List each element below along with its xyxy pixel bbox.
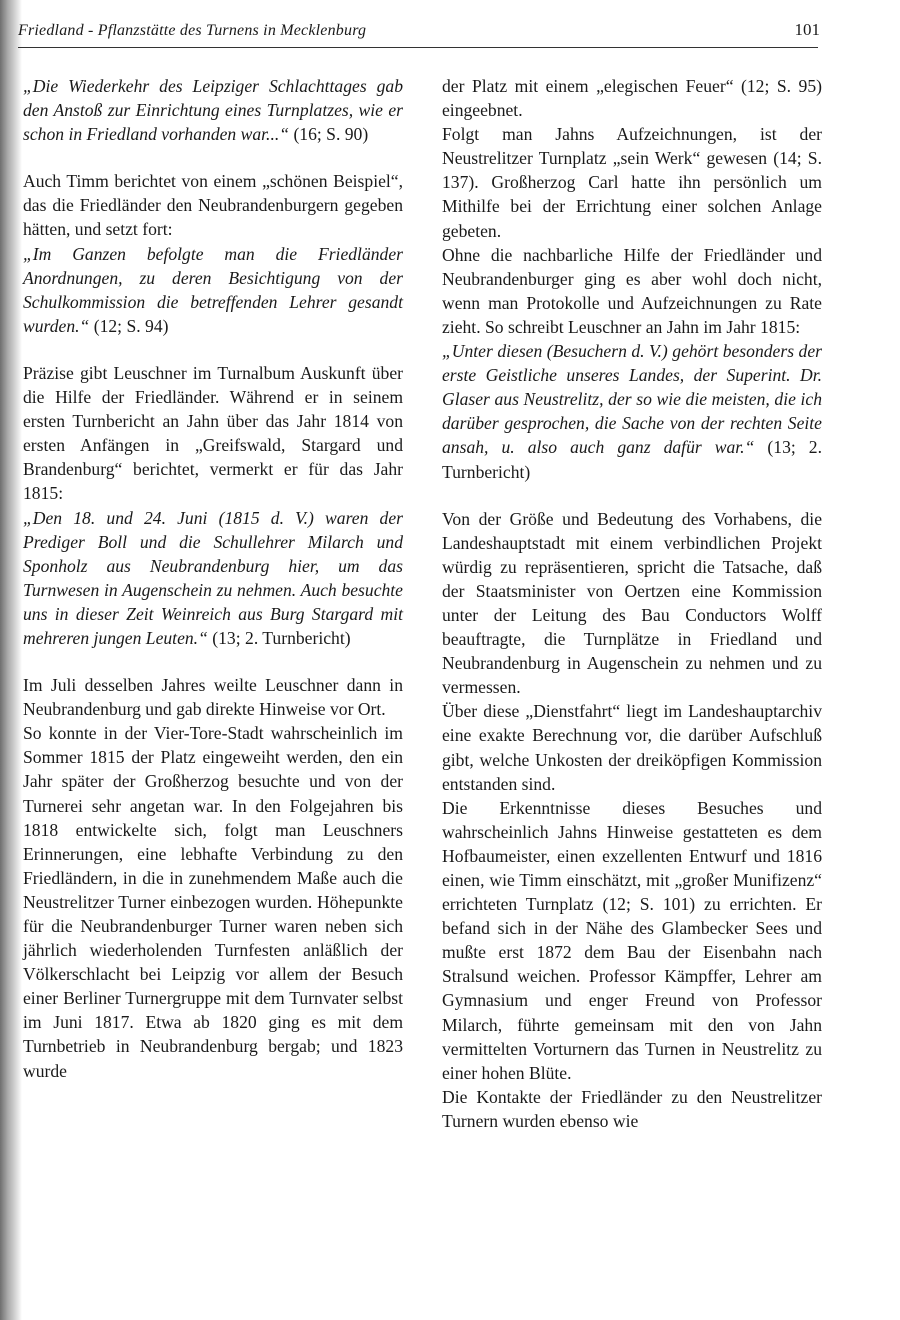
quote: „Im Ganzen befolgte man die Friedländer Anordnungen, zu deren Besichtigung von der Schulkommission die betreffenden Lehrer gesandt wurden.“	[23, 243, 403, 336]
quote: „Unter diesen (Besuchern d. V.) gehört besonders der erste Geistliche unseres Landes, der Superint. Dr. Glaser aus Neustrelitz, der so wie die meisten, die ich darüber gesprochen, die Sache von der rechten Seite ansah, u. also auch ganz dafür war.“	[442, 341, 822, 458]
header-rule	[18, 47, 818, 48]
left-paragraph-1	[23, 74, 403, 146]
running-title: Friedland - Pflanzstätte des Turnens in Mecklenburg	[18, 22, 367, 39]
left-paragraph-4: Im Juli desselben Jahres weilte Leuschner dann in Neubrandenburg und gab direkte Hinweise vor Ort.	[23, 675, 403, 720]
left-column	[23, 74, 403, 1083]
right-paragraph-4: Von der Größe und Bedeutung des Vorhabens, die Landeshauptstadt mit einem verbindlichen Projekt würdig zu repräsentieren, spricht die Tatsache, daß der Staatsminister von Oertzen eine Kommission unter der Leitung des Bau Conductors Wolff beauftragte, die Turnplätze in Friedland und Neubrandenburg in Augenschein zu nehmen und zu vermessen.	[442, 508, 822, 698]
page-number: 101	[794, 20, 820, 39]
left-paragraph-3: Präzise gibt Leuschner im Turnalbum Auskunft über die Hilfe der Friedländer. Während er in seinem ersten Turnbericht an Jahn über das Jahr 1814 von ersten Anfängen in „Greifswald, Stargard und Brandenburg“ berichtet, vermerkt er für das Jahr 1815:	[23, 362, 403, 504]
citation: (13; 2. Turnbericht)	[212, 627, 351, 648]
quote: „Die Wiederkehr des Leipziger Schlachttages gab den Anstoß zur Einrichtung eines Turnplatzes, wie er schon in Friedland vorhanden war...“	[23, 76, 403, 145]
right-paragraph-3: Ohne die nachbarliche Hilfe der Friedländer und Neubrandenburger ging es aber wohl doch nicht, wenn man Protokolle und Aufzeichnungen zu Rate zieht. So schreibt Leuschner an Jahn im Jahr 1815:	[442, 244, 822, 337]
citation: (12; S. 94)	[93, 315, 169, 336]
right-paragraph-5: Über diese „Dienstfahrt“ liegt im Landeshauptarchiv eine exakte Berechnung vor, die darüber Aufschluß gibt, welche Unkosten der dreiköpfigen Kommission entstanden sind.	[442, 701, 822, 794]
right-paragraph-7: Die Kontakte der Friedländer zu den Neustrelitzer Turnern wurden ebenso wie	[442, 1086, 822, 1131]
left-quote-3	[23, 506, 403, 651]
right-paragraph-6: Die Erkenntnisse dieses Besuches und wahrscheinlich Jahns Hinweise gestatteten es dem Hofbaumeister, einen exzellenten Entwurf und 1816 einen, wie Timm einschätzt, mit „großer Munifizenz“ errichteten Turnplatz (12; S. 101) zu errichten. Er befand sich in der Nähe des Glambecker Sees und mußte erst 1872 dem Bau der Eisenbahn nach Stralsund weichen. Professor Kämpffer, Lehrer am Gymnasium und enger Freund von Professor Milarch, führte gemeinsam mit den von Jahn vermittelten Vorturnern das Turnen in Neustrelitz zu einer hohen Blüte.	[442, 797, 822, 1083]
book-spine-shadow	[0, 0, 22, 1320]
left-quote-2	[23, 242, 403, 338]
citation: (16; S. 90)	[293, 124, 369, 145]
quote: „Den 18. und 24. Juni (1815 d. V.) waren der Prediger Boll und die Schullehrer Milarch und Sponholz aus Neubrandenburg hier, um das Turnwesen in Augenschein zu nehmen. Auch besuchte uns in dieser Zeit Weinreich aus Burg Stargard mit mehreren jungen Leuten.“	[23, 507, 403, 648]
right-column	[442, 74, 822, 1133]
citation: (13; 2. Turnbericht)	[442, 437, 822, 482]
right-paragraph-1: der Platz mit einem „elegischen Feuer“ (12; S. 95) eingeebnet.	[442, 76, 822, 121]
right-paragraph-2: Folgt man Jahns Aufzeichnungen, ist der Neustrelitzer Turnplatz „sein Werk“ gewesen (14; S. 137). Großherzog Carl hatte ihn persönlich um Mithilfe bei der Errichtung einer solchen Anlage gebeten.	[442, 124, 822, 241]
right-quote-3	[442, 339, 822, 484]
left-paragraph-5: So konnte in der Vier-Tore-Stadt wahrscheinlich im Sommer 1815 der Platz eingeweiht werden, den ein Jahr später der Großherzog besuchte und von der Turnerei sehr angetan war. In den Folgejahren bis 1818 entwickelte sich, folgt man Leuschners Erinnerungen, eine lebhafte Verbindung zu den Friedländern, in die in zunehmendem Maße auch die Neustrelitzer Turner einbezogen wurden. Höhepunkte für die Neubrandenburger Turner waren neben sich jährlich wiederholenden Turnfesten anläßlich der Völkerschlacht bei Leipzig vor allem der Besuch einer Berliner Turnergruppe mit dem Turnvater selbst im Juni 1817. Etwa ab 1820 ging es mit dem Turnbetrieb in Neubrandenburg bergab; und 1823 wurde	[23, 723, 403, 1081]
left-paragraph-2: Auch Timm berichtet von einem „schönen Beispiel“, das die Friedländer den Neubrandenburgern gegeben hätten, und setzt fort:	[23, 171, 403, 240]
